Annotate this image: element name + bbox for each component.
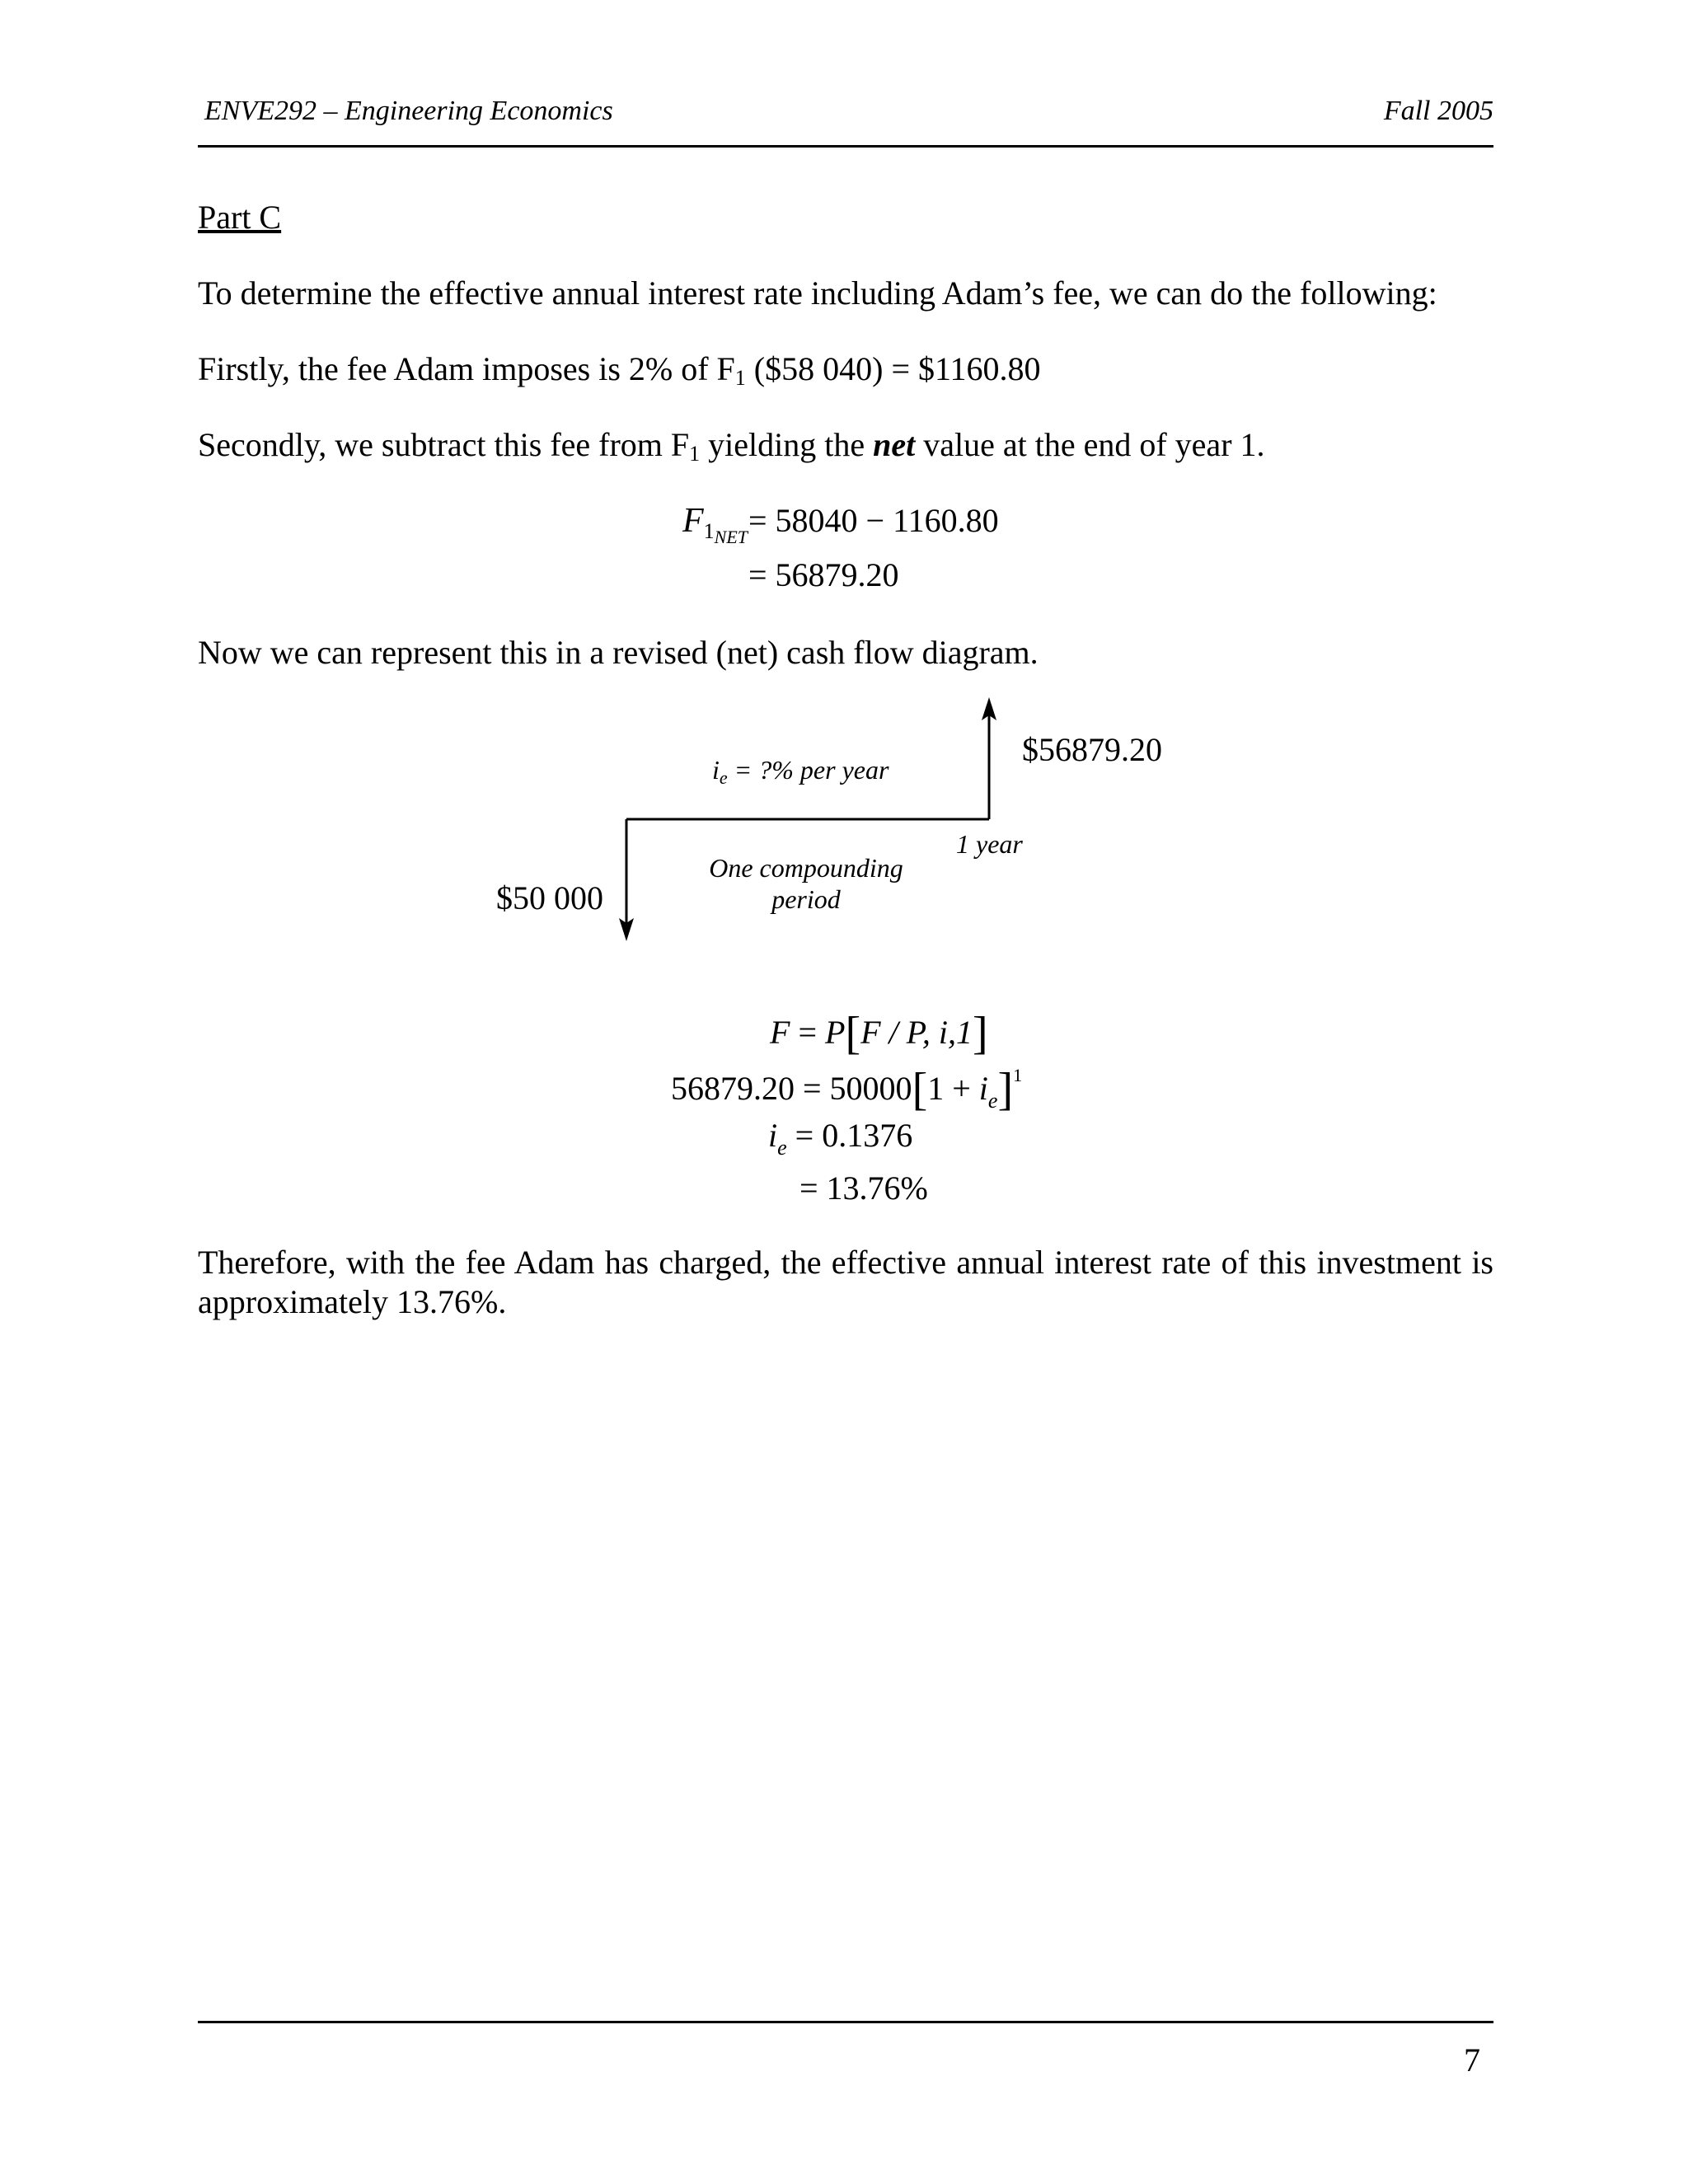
future-amount-label: $56879.20 [1022,731,1162,768]
solution-line-2: $56879.20 = 50000[1 + i_e]^1$ [671,1064,1023,1115]
intro-paragraph: To determine the effective annual interest rate including Adam’s fee, we can do the following: [198,274,1437,312]
section-title: Part C [198,199,282,236]
present-amount-label: $50 000 [496,879,603,916]
first-step-paragraph: Firstly, the fee Adam imposes is 2% of F1 ($58 040) = $1160.80 [198,350,1041,390]
net-equation-line1: = 58040 − 1160.80 [748,502,999,539]
solution-line-3: $i_e = 0.1376$ [768,1117,913,1160]
solution-line-1: F = P[F / P, i,1] [770,1008,988,1059]
period-label: 1 year [956,829,1023,859]
net-equation-lhs: $F_{1NET}$ [682,502,748,547]
conclusion-paragraph: Therefore, with the fee Adam has charged, the effective annual interest rate of this investment is approximately 13.76%. [198,1244,1493,1320]
footer-rule [198,2021,1493,2023]
interest-rate-label: ie = ?% per year [712,755,889,788]
second-step-paragraph: Secondly, we subtract this fee from F1 yielding the net value at the end of year 1. [198,426,1265,466]
net-emphasis: net [873,426,916,463]
header-course: ENVE292 – Engineering Economics [204,96,613,126]
solution-line-4: = 13.76% [799,1169,928,1207]
header-term: Fall 2005 [1383,96,1493,126]
compounding-period-label: One compounding period [709,853,903,915]
diagram-intro-paragraph: Now we can represent this in a revised (net) cash flow diagram. [198,634,1039,671]
net-equation-line2: = 56879.20 [748,556,899,593]
page-number: 7 [1464,2041,1480,2079]
